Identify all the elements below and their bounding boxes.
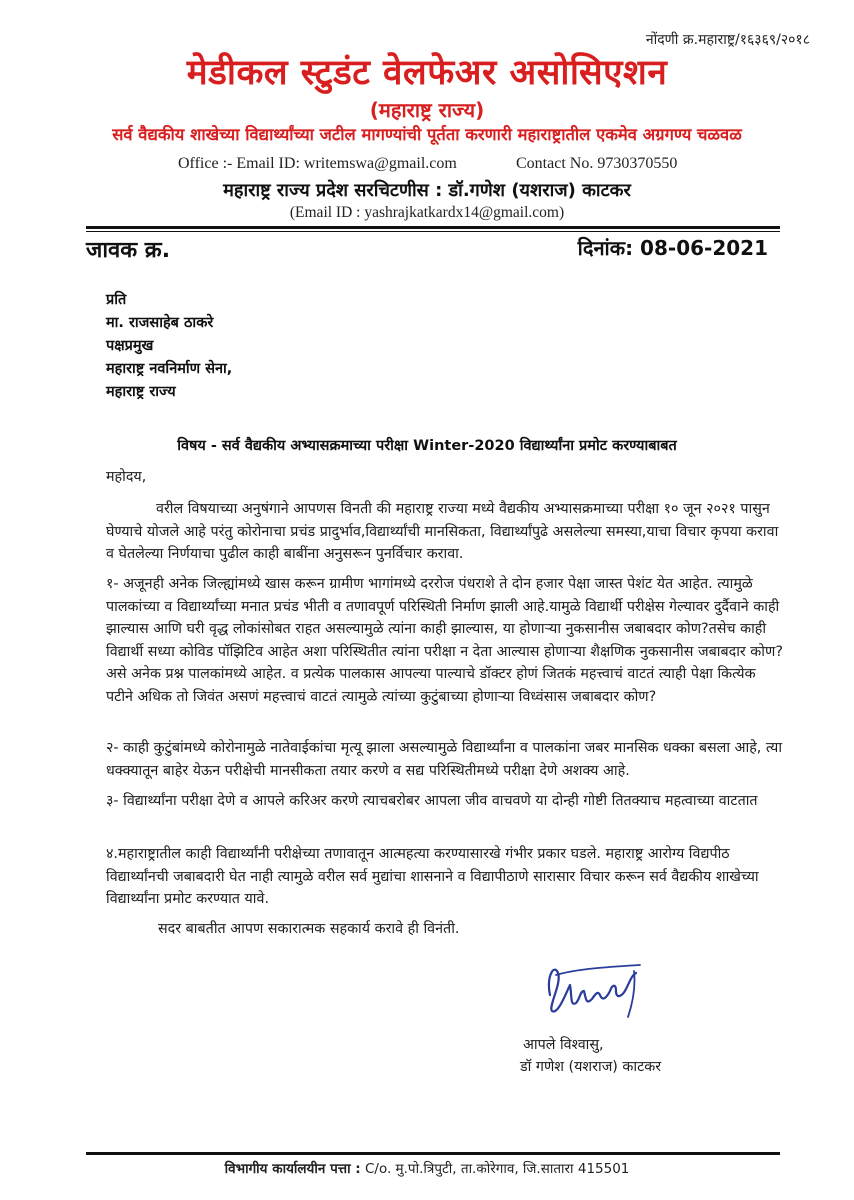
office-email: Office :- Email ID: writemswa@gmail.com [178, 155, 457, 172]
point-1-paragraph: १- अजूनही अनेक जिल्ह्यांमध्ये खास करून ग्रामीण भागांमध्ये दररोज पंधराशे ते दोन हजार पेक्षा जास्त पेशंट येत आहेत. त्यामुळे पालकांच्या व विद्यार्थ्यांच्या मनात प्रचंड भीती व तणावपूर्ण परिस्थिती निर्माण झाली आहे.यामुळे विद्यार्थी परीक्षेस गेल्यावर दुर्दैवाने काही झाल्यास आणि घरी वृद्ध लोकांसोबत राहत असल्यामुळे त्यांना काही झाल्यास, या होणाऱ्या नुकसानीस जबाबदार कोण?तसेच काही विद्यार्थी सध्या कोविड पॉझिटिव आहेत अशा परिस्थितीत त्यांना परीक्षा न देता आल्यास होणाऱ्या शैक्षणिक नुकसानीस जबाबदार कोण?असे अनेक प्रश्न पालकांमध्ये आहेत. व प्रत्येक पालकास आपल्या पाल्याचे डॉक्टर होणं जितकं महत्त्वाचं वाटतं त्याही पेक्षा कित्येक पटीने अधिक तो जिवंत असणं महत्त्वाचं वाटतं त्यामुळे त्यांच्या कुटुंबाच्या होणाऱ्या विध्वंसास जबाबदार कोण? [106, 576, 783, 705]
recipient-party: महाराष्ट्र नवनिर्माण सेना, [106, 361, 233, 377]
office-contact-line [178, 155, 678, 173]
letter-date: दिनांक: 08-06-2021 [577, 236, 768, 260]
recipient-state: महाराष्ट्र राज्य [106, 384, 176, 400]
closing-request: सदर बाबतीत आपण सकारात्मक सहकार्य करावे ही विनंती. [158, 921, 460, 937]
point-4-paragraph: ४.महाराष्ट्रातील काही विद्यार्थ्यांनी परीक्षेच्या तणावातून आत्महत्या करण्यासारखे गंभीर प्रकार घडले. महाराष्ट्र आरोग्य विद्यपीठ विद्यार्थ्यांनची जबाबदारी घेत नाही त्यामुळे वरील सर्व मुद्यांचा शासनाने व विद्यापीठाणे सारासार विचार करून सर्व वैद्यकीय शाखेच्या विद्यार्थ्यांना प्रमोट करण्यात यावे. [106, 846, 759, 907]
header-divider [86, 226, 780, 229]
organization-tagline: सर्व वैद्यकीय शाखेच्या विद्यार्थ्यांच्या जटील मागण्यांची पूर्तता करणारी महाराष्ट्रातील एकमेव अग्रगण्य चळवळ [112, 125, 742, 144]
state-secretary: महाराष्ट्र राज्य प्रदेश सरचिटणीस : डॉ.गणेश (यशराज) काटकर [223, 180, 631, 201]
intro-paragraph: वरील विषयाच्या अनुषंगाने आपणस विनती की महाराष्ट्र राज्या मध्ये वैद्यकीय अभ्यासक्रमाच्या परीक्षा १० जून २०२१ पासुन घेण्याचे योजले आहे परंतु कोरोनाचा प्रचंड प्रादुर्भाव,विद्यार्थ्यांची मानसिकता, विद्यार्थ्यांपुढे असलेल्या समस्या,याचा विचार कृपया करावा व घेतलेल्या निर्णयाचा पुढील काही बाबींना अनुसरून पुनर्विचार करावा. [106, 501, 779, 562]
point-3-paragraph: ३- विद्यार्थ्यांना परीक्षा देणे व आपले करिअर करणे त्याचबरोबर आपला जीव वाचवणे या दोन्ही गोष्टी तितक्याच महत्वाच्या वाटतात [106, 793, 758, 809]
header-divider-thin [86, 231, 780, 232]
footer-address-line [0, 1159, 854, 1177]
contact-number: Contact No. 9730370550 [516, 155, 678, 172]
salutation: महोदय, [106, 469, 147, 485]
recipient-designation: पक्षप्रमुख [106, 338, 154, 354]
footer-divider [86, 1152, 780, 1155]
recipient-name: मा. राजसाहेब ठाकरे [106, 315, 214, 331]
footer-address: C/o. मु.पो.त्रिपुटी, ता.कोरेगाव, जि.सातारा 415501 [364, 1161, 630, 1177]
outward-number-label: जावक क्र. [86, 238, 171, 263]
recipient-block [106, 289, 232, 404]
registration-number: नोंदणी क्र.महाराष्ट्र/१६३६९/२०१८ [645, 32, 810, 48]
signatory-name: डॉ गणेश (यशराज) काटकर [520, 1059, 662, 1075]
footer-address-label: विभागीय कार्यालयीन पत्ता : [224, 1161, 361, 1177]
sign-off-greeting: आपले विश्वासु, [523, 1037, 604, 1053]
sign-off-block [520, 1034, 661, 1078]
letter-subject: विषय - सर्व वैद्यकीय अभ्यासक्रमाच्या परीक्षा Winter-2020 विद्यार्थ्यांना प्रमोट करण्याबाबत [177, 438, 677, 454]
organization-state: (महाराष्ट्र राज्य) [369, 98, 485, 122]
secretary-email: (Email ID : yashrajkatkardx14@gmail.com) [289, 204, 565, 221]
recipient-line: प्रति [106, 292, 127, 308]
point-2-paragraph: २- काही कुटुंबांमध्ये कोरोनामुळे नातेवाईकांचा मृत्यू झाला असल्यामुळे विद्यार्थ्यांना व पालकांना जबर मानसिक धक्का बसला आहे, त्या धक्क्यातून बाहेर येऊन परीक्षेची मानसीकता तयार करणे व सद्य परिस्थितीमध्ये परीक्षा देणे अशक्य आहे. [106, 740, 783, 779]
handwritten-signature [536, 955, 656, 1025]
organization-name: मेडीकल स्टुडंट वेलफेअर असोसिएशन [186, 53, 668, 93]
